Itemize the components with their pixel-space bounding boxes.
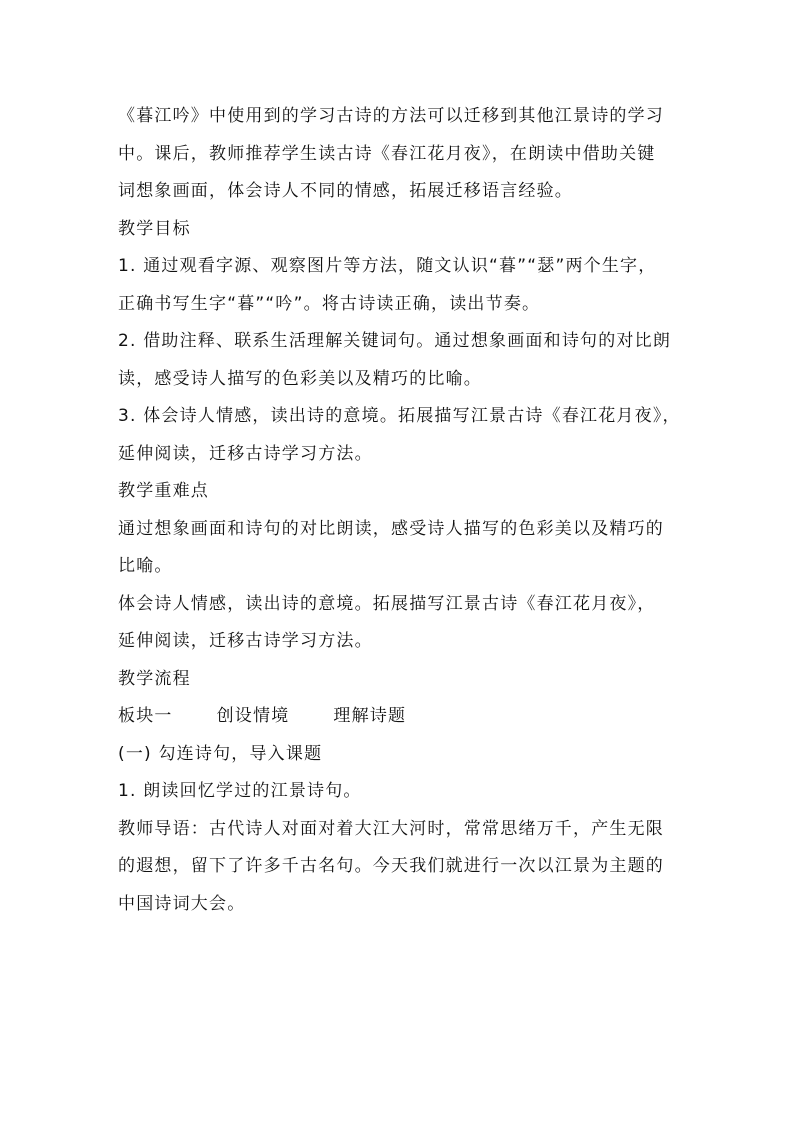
paragraph-line: 的遐想，留下了许多千古名句。今天我们就进行一次以江景为主题的 bbox=[118, 856, 664, 876]
section-heading: 教学重难点 bbox=[118, 481, 209, 501]
paragraph-line: 3. 体会诗人情感，读出诗的意境。拓展描写江景古诗《春江花月夜》， bbox=[118, 406, 681, 426]
subsection-heading: (一) 勾连诗句，导入课题 bbox=[118, 743, 323, 764]
block-part-two: 理解诗题 bbox=[333, 706, 407, 726]
paragraph-line: 中。课后，教师推荐学生读古诗《春江花月夜》，在朗读中借助关键 bbox=[118, 143, 656, 164]
paragraph-line: 教师导语：古代诗人对面对着大江大河时，常常思绪万千，产生无限 bbox=[118, 818, 664, 839]
paragraph-line: 1. 通过观看字源、观察图片等方法，随文认识“暮”“瑟”两个生字， bbox=[118, 256, 657, 276]
paragraph-line: 正确书写生字“暮”“吟”。将古诗读正确，读出节奏。 bbox=[118, 293, 541, 314]
block-part-one: 创设情境 bbox=[216, 706, 290, 726]
paragraph-line: 词想象画面，体会诗人不同的情感，拓展迁移语言经验。 bbox=[118, 181, 573, 201]
block-label: 板块一 bbox=[118, 706, 173, 726]
paragraph-line: 1. 朗读回忆学过的江景诗句。 bbox=[118, 781, 362, 801]
paragraph-line: 读，感受诗人描写的色彩美以及精巧的比喻。 bbox=[118, 368, 482, 389]
paragraph-line: 比喻。 bbox=[118, 556, 173, 576]
section-heading: 教学流程 bbox=[118, 668, 191, 689]
paragraph-line: 2. 借助注释、联系生活理解关键词句。通过想象画面和诗句的对比朗 bbox=[118, 331, 672, 351]
paragraph-line: 体会诗人情感，读出诗的意境。拓展描写江景古诗《春江花月夜》， bbox=[118, 593, 656, 614]
block-heading bbox=[118, 698, 688, 736]
paragraph-line: 通过想象画面和诗句的对比朗读，感受诗人描写的色彩美以及精巧的 bbox=[118, 518, 664, 539]
paragraph-line: 中国诗词大会。 bbox=[118, 893, 246, 914]
paragraph-line: 延伸阅读，迁移古诗学习方法。 bbox=[118, 631, 373, 651]
document-page bbox=[118, 98, 688, 923]
paragraph-line: 《暮江吟》中使用到的学习古诗的方法可以迁移到其他江景诗的学习 bbox=[118, 106, 664, 126]
section-heading: 教学目标 bbox=[118, 218, 191, 239]
paragraph-line: 延伸阅读，迁移古诗学习方法。 bbox=[118, 443, 373, 464]
